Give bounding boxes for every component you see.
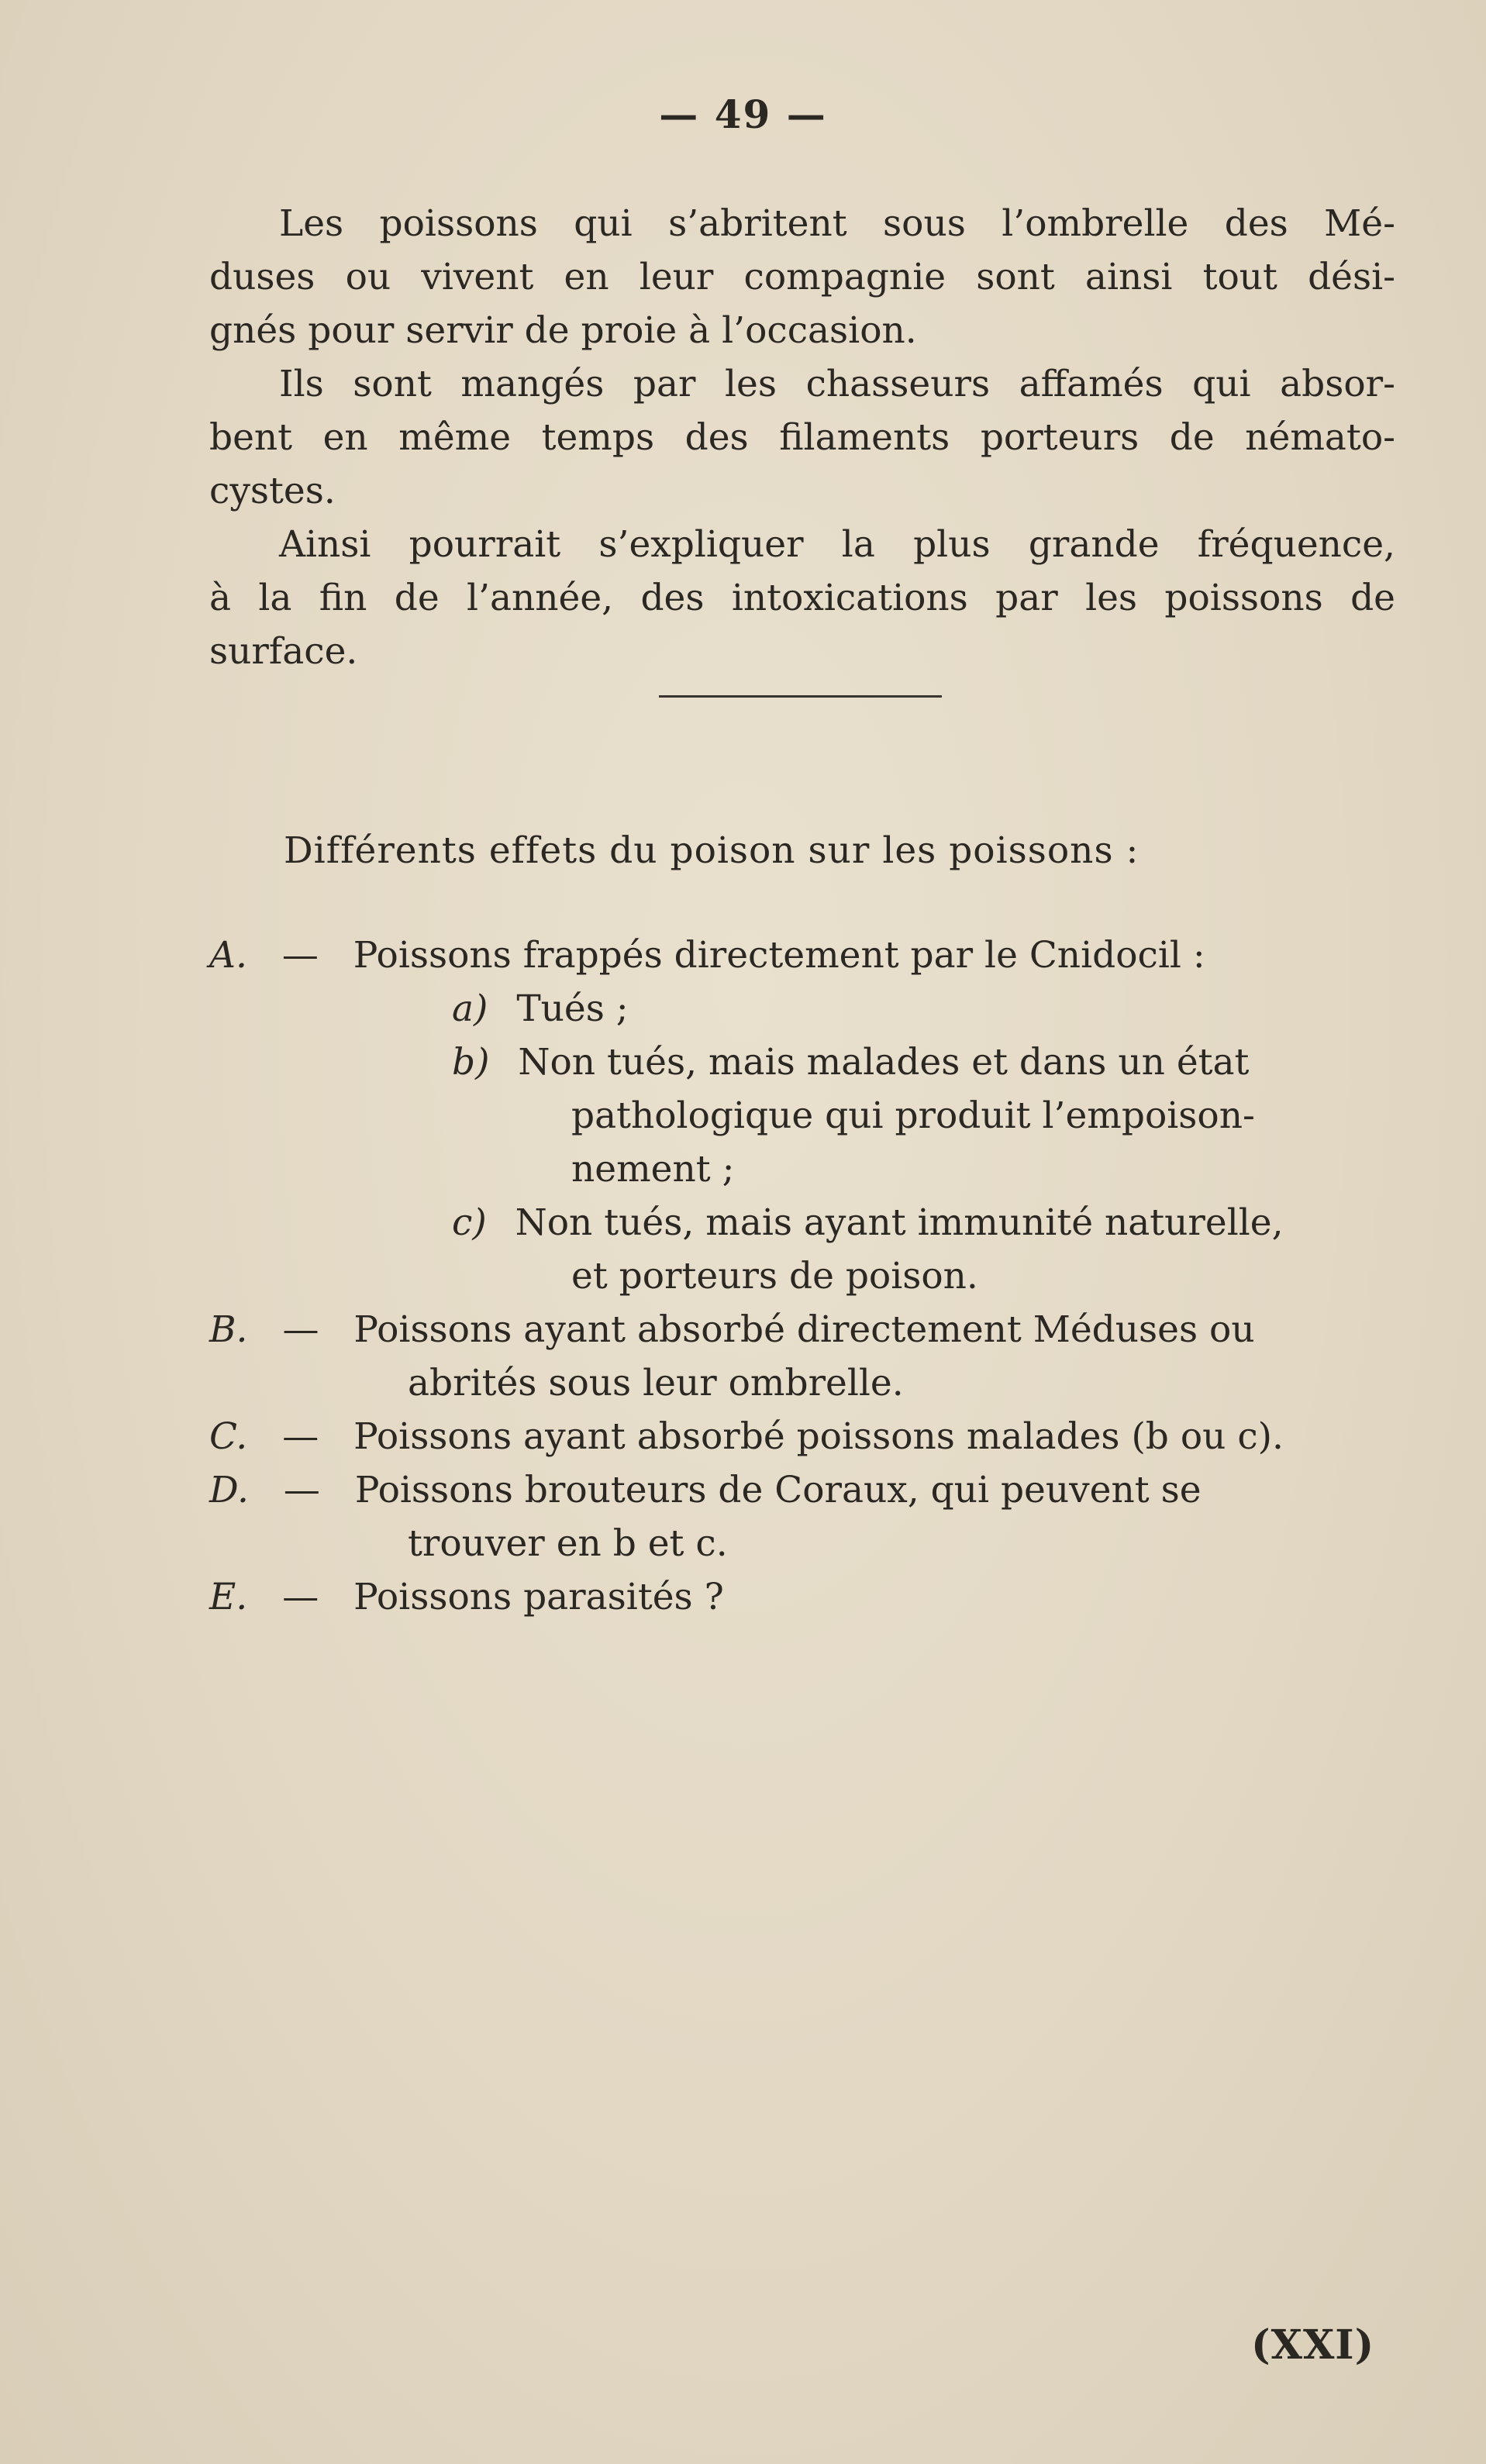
item-text: Poissons parasités ? xyxy=(353,1576,724,1618)
list-item-a xyxy=(209,934,1205,977)
subitem-continuation: et porteurs de poison. xyxy=(571,1255,978,1297)
item-dash: — xyxy=(283,1469,320,1511)
subitem-text: Non tués, mais ayant immunité naturelle, xyxy=(515,1201,1284,1244)
list-item-d xyxy=(209,1469,1202,1511)
list-subitem-c xyxy=(452,1201,1284,1244)
paragraph-line: Les poissons qui s’abritent sous l’ombrelle des Mé- xyxy=(279,202,1395,245)
item-dash: — xyxy=(282,1415,319,1458)
item-continuation: trouver en b et c. xyxy=(408,1522,728,1565)
subitem-text: Tués ; xyxy=(516,987,629,1030)
item-text: Poissons ayant absorbé poissons malades (b ou c). xyxy=(353,1415,1284,1458)
signature-mark: (XXI) xyxy=(1251,2321,1375,2369)
paragraph-line: à la fin de l’année, des intoxications par les poissons de xyxy=(209,577,1395,619)
item-text: Poissons brouteurs de Coraux, qui peuvent se xyxy=(354,1469,1202,1511)
paragraph-1 xyxy=(209,197,1395,357)
item-dash: — xyxy=(281,934,319,977)
item-key: C. xyxy=(209,1415,248,1458)
paragraph-line: Ils sont mangés par les chasseurs affamés qui absor- xyxy=(279,363,1395,405)
item-key: A. xyxy=(209,934,247,977)
subitem-key: c) xyxy=(452,1201,487,1244)
paragraph-2 xyxy=(209,357,1395,518)
item-text: Poissons frappés directement par le Cnidocil : xyxy=(353,934,1205,977)
paragraph-line: surface. xyxy=(209,630,358,673)
list-item-e xyxy=(209,1576,724,1618)
paragraph-line: cystes. xyxy=(209,470,336,512)
list-item-b xyxy=(209,1308,1255,1351)
item-key: D. xyxy=(209,1469,249,1511)
item-key: B. xyxy=(209,1308,248,1351)
list-subitem-b xyxy=(452,1041,1249,1084)
paragraph-line: Ainsi pourrait s’expliquer la plus grande fréquence, xyxy=(279,523,1395,566)
paragraph-line: gnés pour servir de proie à l’occasion. xyxy=(209,309,917,352)
subitem-continuation: nement ; xyxy=(571,1148,735,1191)
subitem-key: a) xyxy=(452,987,488,1030)
section-divider xyxy=(659,695,942,698)
subitem-text: Non tués, mais malades et dans un état xyxy=(518,1041,1250,1084)
paragraph-line: bent en même temps des filaments porteurs de némato- xyxy=(209,416,1395,459)
page-number: — 49 — xyxy=(659,91,827,137)
item-continuation: abrités sous leur ombrelle. xyxy=(408,1362,904,1404)
item-text: Poissons ayant absorbé directement Méduses ou xyxy=(353,1308,1255,1351)
section-heading: Différents effets du poison sur les poissons : xyxy=(284,829,1139,872)
paragraph-3 xyxy=(209,518,1395,678)
list-subitem-a xyxy=(452,987,629,1030)
item-key: E. xyxy=(209,1576,248,1618)
subitem-continuation: pathologique qui produit l’empoison- xyxy=(571,1094,1255,1137)
subitem-key: b) xyxy=(452,1041,490,1084)
list-item-c xyxy=(209,1415,1284,1458)
paragraph-line: duses ou vivent en leur compagnie sont ainsi tout dési- xyxy=(209,256,1395,298)
item-dash: — xyxy=(282,1308,319,1351)
item-dash: — xyxy=(282,1576,319,1618)
